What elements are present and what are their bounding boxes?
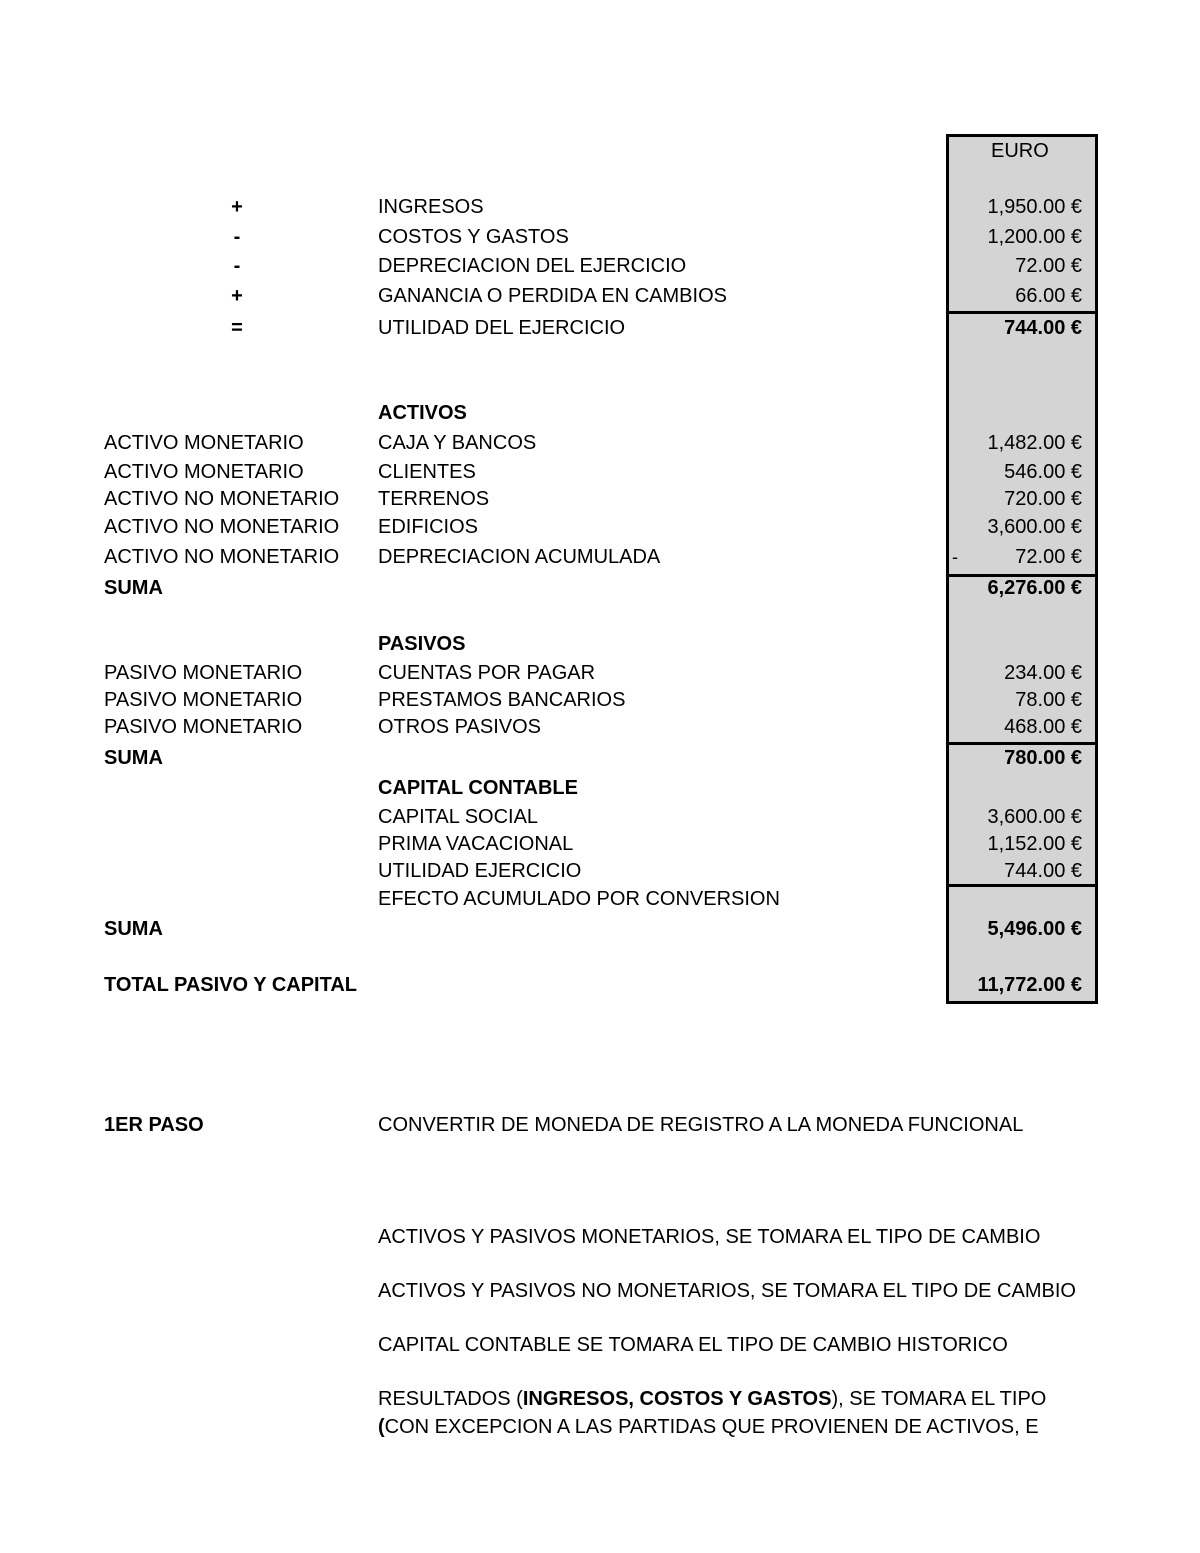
activo-type: ACTIVO NO MONETARIO [104, 488, 340, 510]
note-resultados-pre: RESULTADOS ( [378, 1388, 523, 1410]
activos-sum-value: 6,276.00 € [987, 577, 1082, 599]
income-label: INGRESOS [378, 196, 484, 218]
total-label: TOTAL PASIVO Y CAPITAL [104, 974, 357, 996]
capital-value: 1,152.00 € [987, 833, 1082, 855]
step-text: CONVERTIR DE MONEDA DE REGISTRO A LA MONEDA FUNCIONAL [378, 1114, 1024, 1136]
capital-label: PRIMA VACACIONAL [378, 833, 574, 855]
capital-sum-value: 5,496.00 € [987, 918, 1082, 940]
pasivo-label: OTROS PASIVOS [378, 716, 541, 738]
activo-type: ACTIVO NO MONETARIO [104, 546, 340, 568]
capital-title: CAPITAL CONTABLE [378, 777, 578, 799]
capital-sum-label: SUMA [104, 918, 163, 940]
activo-label: EDIFICIOS [378, 516, 479, 538]
activo-type: ACTIVO MONETARIO [104, 461, 304, 483]
income-label: COSTOS Y GASTOS [378, 226, 569, 248]
step-label: 1ER PASO [104, 1114, 204, 1136]
capital-label: CAPITAL SOCIAL [378, 806, 539, 828]
income-value: 72.00 € [1015, 255, 1082, 277]
activo-value: 1,482.00 € [987, 432, 1082, 454]
pasivo-type: PASIVO MONETARIO [104, 716, 303, 738]
pasivo-value: 234.00 € [1004, 662, 1082, 684]
note-excepcion-paren: ( [378, 1416, 385, 1438]
note-resultados-bold: INGRESOS, COSTOS Y GASTOS [522, 1388, 832, 1410]
income-op: + [231, 285, 243, 307]
activo-value: 546.00 € [1004, 461, 1082, 483]
currency-header: EURO [991, 140, 1049, 162]
activo-value: 720.00 € [1004, 488, 1082, 510]
note-capital: CAPITAL CONTABLE SE TOMARA EL TIPO DE CAMBIO HISTORICO [378, 1334, 1008, 1356]
income-op: - [233, 226, 241, 248]
activo-type: ACTIVO NO MONETARIO [104, 516, 340, 538]
divider-utilidad [946, 311, 1098, 314]
divider-pasivos-suma [946, 742, 1098, 745]
activos-title: ACTIVOS [378, 402, 467, 424]
capital-label: EFECTO ACUMULADO POR CONVERSION [378, 888, 780, 910]
capital-label: UTILIDAD EJERCICIO [378, 860, 582, 882]
income-value: 744.00 € [1004, 317, 1082, 339]
note-monetarios: ACTIVOS Y PASIVOS MONETARIOS, SE TOMARA EL TIPO DE CAMBIO [378, 1226, 1041, 1248]
activos-sum-label: SUMA [104, 577, 163, 599]
note-resultados [378, 1387, 1098, 1411]
capital-value: 744.00 € [1004, 860, 1082, 882]
divider-capital-suma [946, 884, 1098, 887]
note-excepcion-text: CON EXCEPCION A LAS PARTIDAS QUE PROVIENEN DE ACTIVOS, E [384, 1416, 1039, 1438]
activo-value: 3,600.00 € [987, 516, 1082, 538]
pasivo-value: 468.00 € [1004, 716, 1082, 738]
pasivo-value: 78.00 € [1015, 689, 1082, 711]
pasivos-sum-label: SUMA [104, 747, 163, 769]
income-value: 66.00 € [1015, 285, 1082, 307]
activo-label: CAJA Y BANCOS [378, 432, 537, 454]
activo-label: CLIENTES [378, 461, 476, 483]
income-value: 1,950.00 € [987, 196, 1082, 218]
activo-type: ACTIVO MONETARIO [104, 432, 304, 454]
note-no-monetarios: ACTIVOS Y PASIVOS NO MONETARIOS, SE TOMARA EL TIPO DE CAMBIO [378, 1280, 1076, 1302]
income-op: - [233, 255, 241, 277]
pasivo-label: PRESTAMOS BANCARIOS [378, 689, 626, 711]
income-label: DEPRECIACION DEL EJERCICIO [378, 255, 687, 277]
negative-sign: - [952, 547, 958, 567]
total-value: 11,772.00 € [977, 974, 1082, 996]
pasivos-sum-value: 780.00 € [1004, 747, 1082, 769]
pasivo-label: CUENTAS POR PAGAR [378, 662, 596, 684]
note-resultados-post: ), SE TOMARA EL TIPO [831, 1388, 1047, 1410]
capital-value: 3,600.00 € [987, 806, 1082, 828]
income-value: 1,200.00 € [987, 226, 1082, 248]
income-label: UTILIDAD DEL EJERCICIO [378, 317, 626, 339]
income-op: + [231, 196, 243, 218]
activo-label: DEPRECIACION ACUMULADA [378, 546, 661, 568]
activo-value: 72.00 € [1015, 546, 1082, 568]
note-excepcion [378, 1415, 1098, 1439]
income-op: = [231, 317, 243, 339]
pasivo-type: PASIVO MONETARIO [104, 662, 303, 684]
income-label: GANANCIA O PERDIDA EN CAMBIOS [378, 285, 727, 307]
activo-label: TERRENOS [378, 488, 490, 510]
pasivo-type: PASIVO MONETARIO [104, 689, 303, 711]
pasivos-title: PASIVOS [378, 633, 466, 655]
